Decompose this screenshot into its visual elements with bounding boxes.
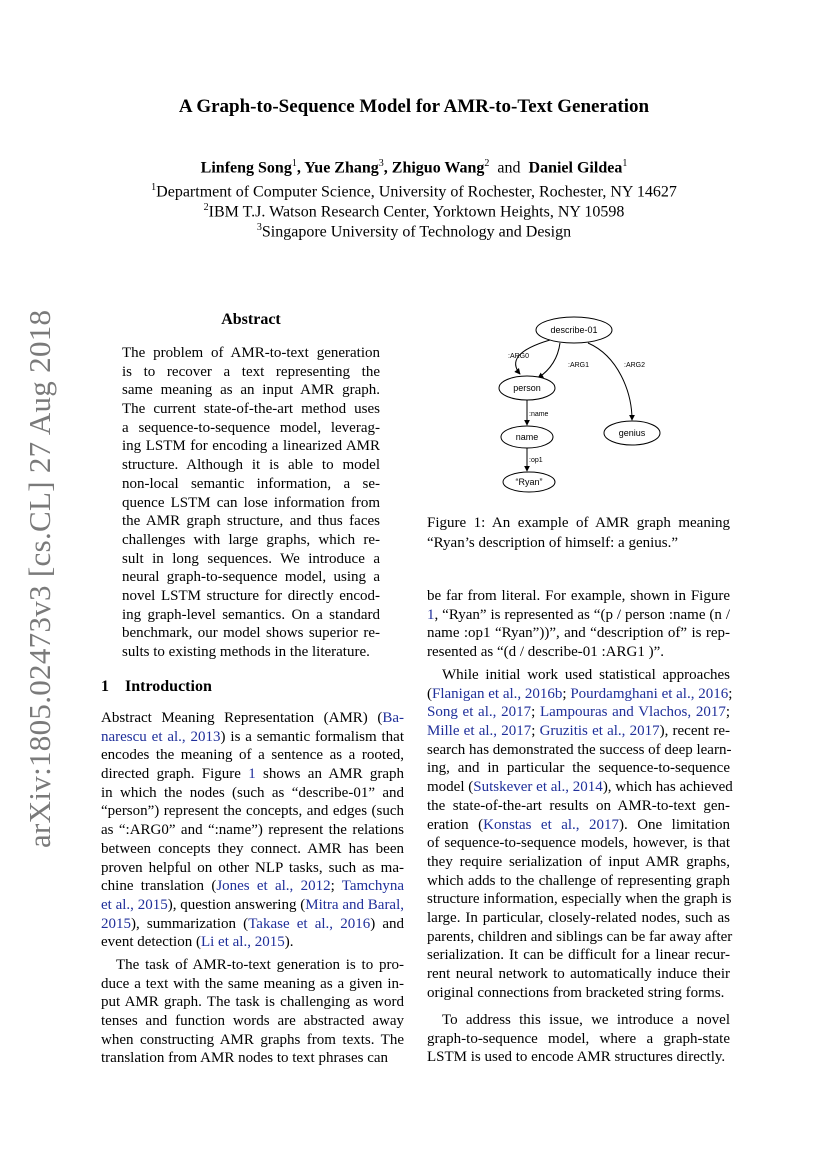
node-genius-label: genius (618, 428, 646, 438)
affiliation-sup: 1 (151, 182, 157, 193)
text-line (427, 778, 733, 797)
text-run: The task of AMR-to-text generation is to pro- (116, 957, 404, 973)
text-line (101, 915, 404, 934)
affiliation-text: Singapore University of Technology and Design (261, 223, 572, 241)
text-run: ). One limitation (619, 816, 730, 833)
text-line (427, 703, 730, 722)
citation-link[interactable]: 1 (427, 606, 435, 623)
edge-arg1-label: :ARG1 (568, 362, 590, 369)
text-run: resented as “(d / describe-01 :ARG1 )”. (427, 644, 664, 661)
edge-arg2-label: :ARG2 (624, 362, 646, 369)
node-person-label: person (513, 383, 541, 393)
node-describe-label: describe-01 (550, 325, 598, 335)
text-line (427, 928, 733, 947)
author: Yue Zhang (304, 159, 379, 177)
text-run: To address this issue, we introduce a novel (442, 1012, 730, 1028)
text-run: directed graph. Figure (101, 766, 249, 783)
citation-link[interactable]: Sutskever et al., 2014 (473, 779, 603, 796)
text-run: name :op1 “Ryan”))”, and “description of” is rep- (427, 625, 730, 642)
text-line (427, 606, 730, 625)
text-run: tenses and function words are abstracted away (101, 1013, 404, 1030)
text-line (101, 821, 404, 840)
affiliation-sup: 3 (256, 222, 262, 233)
author: Daniel Gildea (528, 159, 623, 177)
abstract-body (122, 344, 380, 662)
node-name-label: name (515, 432, 539, 442)
text-line (427, 624, 730, 643)
text-run: rent neural network to automatically induce their (427, 966, 730, 982)
text-run: which adds to the challenge of representing graph (427, 872, 730, 889)
figure-caption (427, 514, 730, 552)
text-line (427, 853, 730, 872)
text-line (427, 741, 730, 760)
text-line (427, 797, 730, 816)
text-run: eration ( (427, 816, 484, 833)
text-run: serialization. It can be difficult for a linear recur- (427, 947, 730, 964)
text-run: ), summarization ( (131, 915, 249, 932)
text-run: ; (562, 685, 571, 702)
text-line (427, 909, 730, 928)
text-run: between concepts they connect. AMR has been (101, 840, 404, 857)
citation-link[interactable]: et al., 2015 (101, 896, 168, 913)
abstract-line: sults to existing methods in the literature. (122, 644, 370, 660)
intro-paragraph-2 (101, 956, 404, 1068)
text-line (101, 975, 404, 994)
text-run: ; (531, 704, 540, 721)
text-line (427, 643, 730, 662)
citation-link[interactable]: 1 (248, 766, 256, 783)
edge-arg0-label: :ARG0 (508, 353, 530, 360)
text-line (427, 666, 730, 685)
text-run: While initial work used statistical approaches (442, 667, 730, 683)
citation-link[interactable]: Tamchyna (341, 878, 404, 895)
text-run: of sequence-to-sequence models, however, is that (427, 835, 730, 852)
text-run: graph-to-sequence model, where a graph-state (427, 1030, 730, 1047)
text-run: parents, children and siblings can be far away after (427, 928, 733, 945)
right-paragraph-3 (427, 1011, 730, 1067)
text-line (101, 784, 404, 803)
citation-link[interactable]: Mille et al., 2017 (427, 723, 532, 740)
text-run: proven helpful on other NLP tasks, such as ma- (101, 859, 404, 876)
intro-paragraph-1 (101, 709, 404, 952)
text-run: shows an AMR graph (255, 766, 404, 783)
author: Linfeng Song (200, 159, 292, 177)
text-run: model ( (427, 779, 474, 796)
abstract-line: The current state-of-the-art method uses (122, 401, 380, 418)
abstract-line: is to recover a text representing the (122, 363, 380, 380)
text-run: when constructing AMR graphs from texts. The (101, 1031, 404, 1048)
figure-caption-line: “Ryan’s description of himself: a genius.” (427, 534, 679, 551)
abstract-heading: Abstract (221, 311, 281, 328)
affiliation-text: IBM T.J. Watson Research Center, Yorktown Heights, NY 10598 (208, 203, 625, 221)
text-run: duce a text with the same meaning as a given in- (101, 975, 404, 992)
text-run: large. In particular, closely-related nodes, such as (427, 909, 730, 926)
text-run: as “:ARG0” and “:name”) represent the relations (101, 822, 404, 839)
text-run: ), which has achieved (602, 779, 733, 796)
abstract-line: neural graph-to-sequence model, using a (122, 569, 380, 586)
text-run: ing, and in particular the sequence-to-sequence (427, 760, 730, 777)
text-line (427, 890, 730, 909)
text-line (427, 759, 730, 778)
abstract-line: The problem of AMR-to-text generation (122, 345, 380, 361)
text-run: Abstract Meaning Representation (AMR) ( (101, 710, 383, 726)
text-run: ( (427, 685, 432, 702)
text-line (427, 816, 730, 835)
citation-link[interactable]: Gruzitis et al., 2017 (539, 723, 660, 740)
text-line (427, 722, 730, 741)
section-heading (101, 678, 212, 696)
abstract-line: a sequence-to-sequence model, leverag- (122, 419, 380, 436)
text-run: they require serialization of input AMR graphs, (427, 853, 730, 870)
citation-link[interactable]: Li et al., 2015 (200, 934, 285, 951)
text-line (101, 896, 404, 915)
amr-graph-figure (498, 312, 678, 502)
text-run: put AMR graph. The task is challenging as word (101, 994, 404, 1011)
text-line (427, 1030, 730, 1049)
text-run: original connections from bracketed string forms. (427, 984, 725, 1001)
citation-link[interactable]: Konstas et al., 2017 (483, 816, 619, 833)
abstract-line: the AMR graph structure, and thus faces (122, 513, 380, 530)
affiliation-text: Department of Computer Science, University of Rochester, Rochester, NY 14627 (156, 183, 677, 201)
citation-link[interactable]: Ba- (382, 710, 404, 726)
text-run: ) is a semantic formalism that (220, 728, 404, 745)
text-line (101, 859, 404, 878)
citation-link[interactable]: narescu et al., 2013 (101, 728, 221, 745)
abstract-line: quence LSTM can lose information from (122, 494, 380, 511)
text-run: , “Ryan” is represented as “(p / person :name (n / (434, 606, 730, 623)
edge-name-label: :name (529, 411, 549, 418)
right-paragraph-2 (427, 666, 733, 1002)
text-run: ). (284, 934, 294, 951)
author-sup: 2 (484, 158, 490, 169)
text-run: ; (728, 685, 733, 702)
text-line (101, 1049, 404, 1068)
edge-op1-label: :op1 (529, 457, 543, 464)
author-sup: 3 (378, 158, 384, 169)
affiliation-sup: 2 (203, 202, 209, 213)
author-sup: 1 (622, 158, 628, 169)
edge-arg1 (538, 343, 560, 378)
text-run: be far from literal. For example, shown in Figure (427, 588, 730, 604)
text-line (427, 1011, 730, 1030)
author-list: Linfeng Song$^1$, Yue Zhang$^3$, Zhiguo Wang$^2$ and Daniel Gildea$^1$ (200, 158, 628, 177)
citation-link[interactable]: Takase et al., 2016 (248, 915, 371, 932)
text-line (101, 728, 404, 747)
text-line (101, 877, 404, 896)
citation-link[interactable]: Jones et al., 2012 (216, 878, 331, 895)
affiliation (0, 218, 828, 242)
text-run: encodes the meaning of a sentence as a rooted, (101, 747, 404, 764)
abstract-line: non-local semantic information, a se- (122, 475, 380, 492)
text-line (427, 834, 730, 853)
text-line (101, 1031, 404, 1050)
abstract-line: structure. Although it is able to model (122, 457, 380, 474)
edge-arg2 (588, 343, 632, 420)
figure-caption-line: Figure 1: An example of AMR graph meaning (427, 515, 730, 531)
text-run: ) and (370, 915, 405, 932)
abstract-line: sult in long sequences. We introduce a (122, 550, 380, 567)
section-number: 1 (101, 678, 109, 695)
abstract-line: same meaning as an input AMR graph. (122, 382, 380, 399)
text-line (101, 765, 404, 784)
text-line (427, 965, 730, 984)
author: Zhiguo Wang (391, 159, 485, 177)
text-line (101, 746, 404, 765)
text-run: ; (725, 704, 730, 721)
text-line (101, 956, 404, 975)
text-run: the state-of-the-art results on AMR-to-text gen- (427, 797, 730, 814)
author-sup: 1 (291, 158, 297, 169)
text-run: ), recent re- (659, 723, 730, 740)
text-line (427, 1048, 730, 1067)
abstract-line: benchmark, our model shows superior re- (122, 625, 380, 642)
text-line (427, 984, 730, 1003)
text-line (427, 872, 730, 891)
text-line (101, 802, 404, 821)
citation-link[interactable]: 2015 (101, 915, 131, 932)
text-run: ; (330, 878, 342, 895)
citation-link[interactable]: Mitra and Baral, (305, 896, 405, 913)
text-line (101, 993, 404, 1012)
text-run: search has demonstrated the success of deep learn- (427, 741, 732, 758)
abstract-line: ing graph-level semantics. On a standard (122, 606, 380, 623)
right-paragraph-1 (427, 587, 730, 662)
node-ryan-label: “Ryan” (515, 477, 543, 487)
abstract-line: novel LSTM structure for directly encod- (122, 587, 380, 604)
text-run: chine translation ( (101, 878, 217, 895)
abstract-line: ing LSTM for encoding a linearized AMR (122, 438, 380, 455)
text-run: “person”) represent the concepts, and edges (such (101, 803, 404, 820)
text-run: in which the nodes (such as “describe-01” and (101, 784, 404, 801)
paper-title: A Graph-to-Sequence Model for AMR-to-Text Generation (178, 96, 650, 117)
text-line (101, 1012, 404, 1031)
citation-link[interactable]: Lampouras and Vlachos, 2017 (539, 704, 726, 721)
text-run: translation from AMR nodes to text phrases can (101, 1050, 389, 1067)
section-title: Introduction (125, 678, 212, 695)
citation-link[interactable]: Song et al., 2017 (427, 704, 532, 721)
text-run: event detection ( (101, 934, 201, 951)
text-line (101, 709, 404, 728)
text-line (427, 587, 730, 606)
citation-link[interactable]: Pourdamghani et al., 2016 (570, 685, 729, 702)
citation-link[interactable]: Flanigan et al., 2016b (432, 685, 563, 702)
arxiv-side-stamp: arXiv:1805.02473v3 [cs.CL] 27 Aug 2018 (22, 309, 57, 848)
text-line (427, 685, 733, 704)
text-line (101, 933, 404, 952)
text-run: structure information, especially when the graph is (427, 891, 732, 908)
text-run: ), question answering ( (167, 896, 306, 913)
text-run: LSTM is used to encode AMR structures directly. (427, 1049, 726, 1066)
text-line (101, 840, 404, 859)
text-line (427, 946, 730, 965)
abstract-line: challenges with large graphs, which re- (122, 531, 380, 548)
author-and: and (497, 159, 521, 177)
text-run: ; (531, 723, 540, 740)
